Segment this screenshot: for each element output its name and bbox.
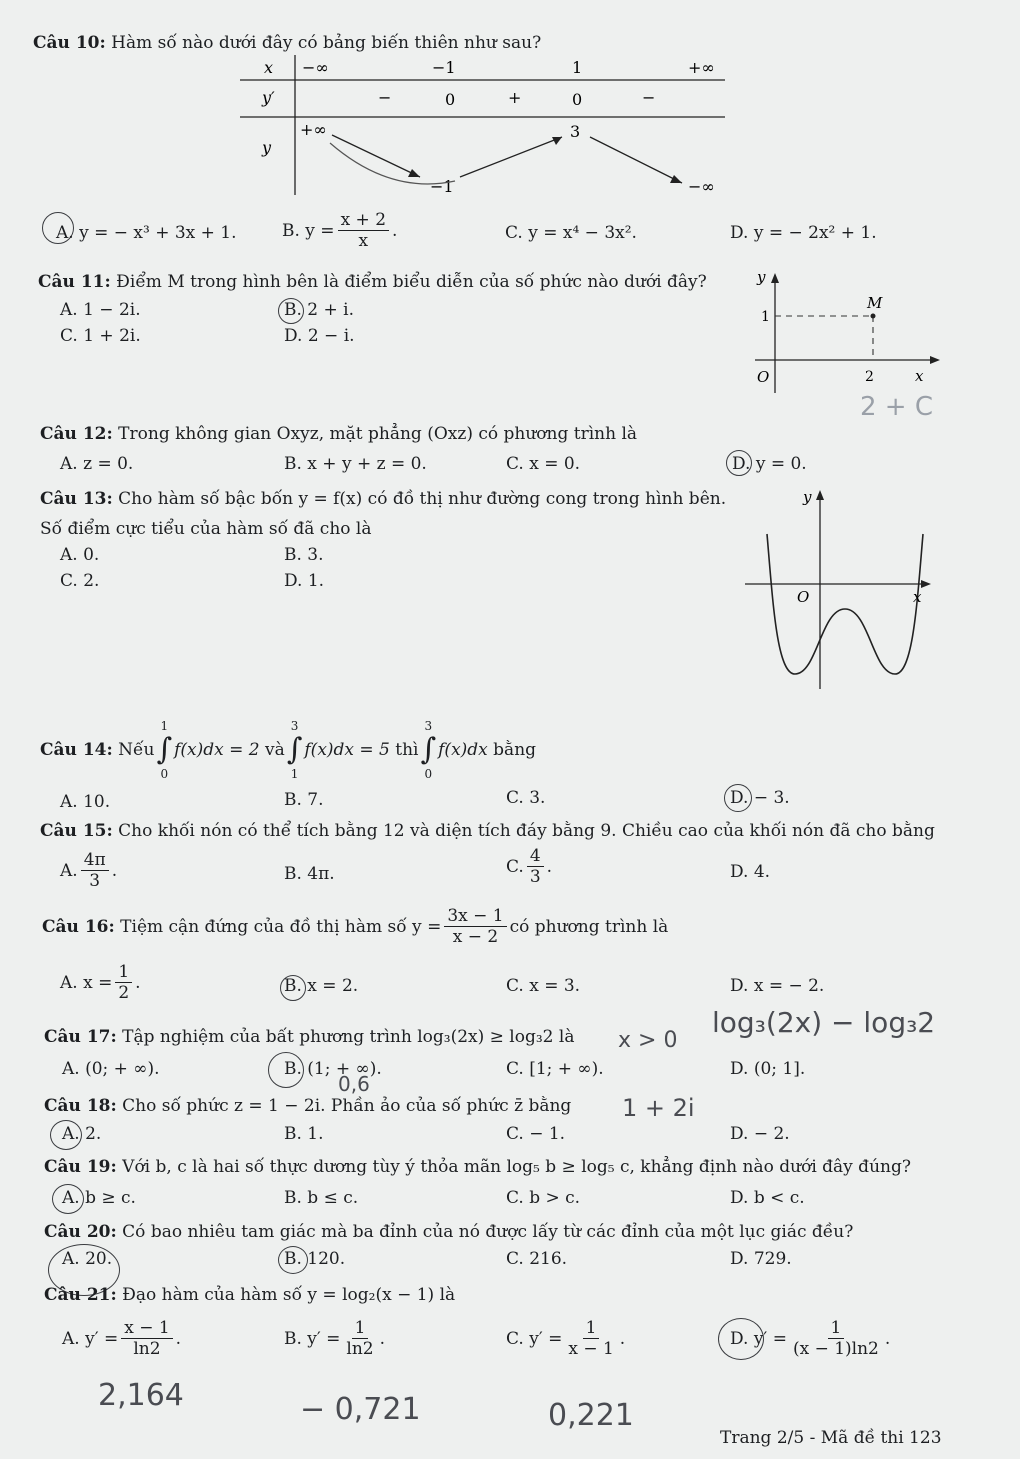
fraction-numerator: x + 2 [338, 210, 389, 231]
option-d[interactable]: D. y′ = $\frac{1}{(x - 1)\ln 2}$ . [730, 1318, 891, 1359]
option-b[interactable]: B. x + y + z = 0. [284, 454, 427, 474]
question-text: có phương trình là [509, 916, 669, 937]
question-15 [40, 821, 935, 841]
question-10 [33, 33, 541, 53]
option-c[interactable]: C. $\frac{4}{3}$ . [506, 846, 553, 887]
question-13-line2: Số điểm cực tiểu của hàm số đã cho là [40, 519, 372, 539]
tick-label: 1 [761, 309, 770, 325]
question-18 [44, 1096, 571, 1116]
table-yp-val: − [642, 88, 656, 107]
question-number: Câu 17: [44, 1027, 117, 1047]
option-b[interactable]: B. 120. [284, 1249, 346, 1269]
question-20 [44, 1222, 853, 1242]
option-label: A. [60, 860, 78, 881]
text-part: thì [395, 740, 419, 760]
fraction-denominator: (x − 1)ln2 [792, 1339, 879, 1359]
question-text: Cho hàm số bậc bốn y = f(x) có đồ thị như đường cong trong hình bên. [118, 489, 727, 509]
variation-table [240, 55, 740, 195]
option-a[interactable]: A. x = $\frac{1}{2}$ . [60, 962, 141, 1003]
table-y-label: y [262, 138, 272, 157]
option-a[interactable]: A. y′ = $\frac{x - 1}{\ln 2}$ . [62, 1318, 182, 1359]
option-b[interactable]: B. 4π. [284, 864, 335, 884]
option-b-label: B. y = [282, 220, 335, 241]
text-part: và [265, 740, 285, 760]
option-d[interactable]: D. y = − 2x² + 1. [730, 223, 877, 243]
quartic-graph [745, 484, 955, 694]
question-number: Câu 15: [40, 821, 113, 841]
integral-expr: f(x)dx = 2 [174, 740, 260, 760]
option-c[interactable]: C. 3. [506, 788, 546, 808]
option-b[interactable]: B. 2 + i. [284, 300, 355, 320]
option-a[interactable]: A. 20. [62, 1249, 113, 1269]
option-a[interactable]: A. b ≥ c. [62, 1188, 136, 1208]
option-b[interactable]: B. (1; + ∞). [284, 1059, 382, 1079]
option-a[interactable]: A. 2. [62, 1124, 102, 1144]
table-y-val: −1 [430, 177, 454, 195]
handwritten-note: 0,221 [548, 1398, 634, 1433]
axis-y-label: y [757, 268, 766, 286]
tick-label: 2 [865, 369, 874, 385]
option-c[interactable]: C. x = 3. [506, 976, 581, 996]
axis-x-label: x [915, 367, 924, 385]
question-number: Câu 21: [44, 1285, 117, 1305]
fraction-denominator: x [358, 231, 369, 251]
integral-sign: 3 ∫ 1 [286, 719, 303, 781]
option-c[interactable]: C. 216. [506, 1249, 568, 1269]
table-yp-val: − [378, 88, 392, 107]
question-21 [44, 1285, 455, 1305]
option-a[interactable]: A. $\frac{4\pi}{3}$ . [60, 850, 118, 891]
table-y-val: +∞ [300, 120, 327, 139]
option-c[interactable]: C. y = x⁴ − 3x². [505, 223, 637, 243]
fraction-denominator: 3 [89, 871, 101, 891]
option-a[interactable]: A. 1 − 2i. [60, 300, 141, 320]
question-text: Trong không gian Oxyz, mặt phẳng (Oxz) có phương trình là [118, 424, 638, 444]
option-b[interactable]: B. 7. [284, 790, 324, 810]
option-c[interactable]: C. 1 + 2i. [60, 326, 141, 346]
question-16 [42, 906, 668, 947]
fraction-numerator: 1 [352, 1318, 369, 1339]
question-text: Đạo hàm của hàm số y = log₂(x − 1) là [122, 1285, 456, 1305]
table-x-label: x [264, 58, 274, 77]
option-label: A. x = [60, 972, 113, 993]
option-a[interactable]: A. y = − x³ + 3x + 1. [56, 223, 237, 243]
option-b[interactable]: B. y = $\frac{x + 2}{x}$ . [282, 210, 398, 251]
handwritten-note: 0,6 [338, 1072, 370, 1096]
question-text: Cho khối nón có thể tích bằng 12 và diện tích đáy bằng 9. Chiều cao của khối nón đã cho bằng [118, 821, 935, 841]
option-c[interactable]: C. 2. [60, 571, 100, 591]
option-b[interactable]: B. 3. [284, 545, 324, 565]
option-d[interactable]: D. 729. [730, 1249, 792, 1269]
table-x-val: −∞ [302, 58, 329, 77]
handwritten-note: 2,164 [98, 1378, 184, 1413]
option-label: C. y′ = [506, 1328, 563, 1349]
point-m-label: M [867, 294, 883, 312]
table-yp-val: 0 [445, 90, 456, 109]
origin-label: O [757, 368, 770, 386]
option-d[interactable]: D. − 3. [730, 788, 790, 808]
fraction-numerator: 1 [583, 1318, 600, 1339]
option-c[interactable]: C. y′ = $\frac{1}{x - 1}$ . [506, 1318, 626, 1359]
question-13 [40, 489, 726, 509]
fraction-numerator: x − 1 [121, 1318, 172, 1339]
table-y-val: −∞ [688, 177, 715, 195]
option-c[interactable]: C. x = 0. [506, 454, 581, 474]
handwritten-note: log₃(2x) − log₃2 [712, 1006, 936, 1039]
option-d[interactable]: D. 2 − i. [284, 326, 355, 346]
table-yp-val: + [508, 88, 522, 107]
lower-limit: 1 [290, 767, 299, 781]
question-number: Câu 20: [44, 1222, 117, 1242]
fraction-numerator: 3x − 1 [444, 906, 506, 927]
handwritten-note: x > 0 [618, 1028, 678, 1053]
question-text: Điểm M trong hình bên là điểm biểu diễn của số phức nào dưới đây? [116, 272, 707, 292]
option-c[interactable]: C. [1; + ∞). [506, 1059, 604, 1079]
question-11 [38, 272, 707, 292]
option-a[interactable]: A. z = 0. [60, 454, 134, 474]
fraction-denominator: x − 1 [568, 1339, 614, 1359]
axis-y-label: y [803, 488, 812, 506]
question-text: Hàm số nào dưới đây có bảng biến thiên như sau? [111, 33, 542, 53]
option-c[interactable]: C. b > c. [506, 1188, 581, 1208]
handwritten-note: − 0,721 [300, 1392, 421, 1427]
table-x-val: 1 [572, 58, 583, 77]
option-a[interactable]: A. 0. [60, 545, 100, 565]
fraction-denominator: ln2 [133, 1339, 161, 1359]
table-x-val: +∞ [688, 58, 715, 77]
option-d[interactable]: D. (0; 1]. [730, 1059, 806, 1079]
option-d[interactable]: D. − 2. [730, 1124, 790, 1144]
question-17 [44, 1027, 574, 1047]
option-a[interactable]: A. (0; + ∞). [62, 1059, 160, 1079]
question-number: Câu 19: [44, 1157, 117, 1177]
option-d[interactable]: D. x = − 2. [730, 976, 825, 996]
question-text: Tiệm cận đứng của đồ thị hàm số y = [120, 916, 442, 937]
upper-limit: 3 [424, 719, 433, 733]
fraction-denominator: 3 [529, 867, 541, 887]
question-text: Với b, c là hai số thực dương tùy ý thỏa mãn log₅ b ≥ log₅ c, khẳng định nào dưới đây đúng? [122, 1157, 911, 1177]
option-d[interactable]: D. b < c. [730, 1188, 805, 1208]
origin-label: O [797, 588, 810, 606]
option-b[interactable]: B. y′ = $\frac{1}{\ln 2}$ . [284, 1318, 386, 1359]
question-number: Câu 18: [44, 1096, 117, 1116]
integral-sign: 3 ∫ 0 [420, 719, 437, 781]
option-label: D. y′ = [730, 1328, 787, 1349]
option-c[interactable]: C. − 1. [506, 1124, 566, 1144]
fraction-numerator: 4 [527, 846, 544, 867]
handwritten-note: 2 + C [860, 392, 934, 422]
question-number: Câu 12: [40, 424, 113, 444]
option-d[interactable]: D. 4. [730, 862, 771, 882]
axis-x-label: x [913, 588, 922, 606]
fraction-numerator: 4π [81, 850, 109, 871]
question-number: Câu 10: [33, 33, 106, 53]
option-a[interactable]: A. 10. [60, 792, 111, 812]
fraction-denominator: 2 [118, 983, 130, 1003]
handwritten-note: 1 + 2i [622, 1094, 695, 1122]
option-label: A. y′ = [62, 1328, 119, 1349]
option-b[interactable]: B. x = 2. [284, 976, 359, 996]
integral-expr: f(x)dx = 5 [304, 740, 390, 760]
option-d[interactable]: D. 1. [284, 571, 325, 591]
page-footer: Trang 2/5 - Mã đề thi 123 [720, 1428, 942, 1448]
option-d[interactable]: D. y = 0. [732, 454, 807, 474]
integral-expr: f(x)dx [438, 740, 488, 760]
table-x-val: −1 [432, 58, 456, 77]
fraction-numerator: 1 [828, 1318, 845, 1339]
question-text: Cho số phức z = 1 − 2i. Phần ảo của số phức z̄ bằng [122, 1096, 572, 1116]
question-number: Câu 11: [38, 272, 111, 292]
lower-limit: 0 [424, 767, 433, 781]
integral-sign: 1 ∫ 0 [156, 719, 173, 781]
question-number: Câu 16: [42, 916, 115, 937]
option-label: B. y′ = [284, 1328, 341, 1349]
fraction-denominator: ln2 [346, 1339, 374, 1359]
complex-plane-graph [745, 268, 945, 398]
text-part: bằng [493, 740, 537, 760]
upper-limit: 3 [290, 719, 299, 733]
upper-limit: 1 [160, 719, 169, 733]
fraction-numerator: 1 [115, 962, 132, 983]
question-14 [40, 710, 536, 790]
option-b[interactable]: B. 1. [284, 1124, 324, 1144]
option-b[interactable]: B. b ≤ c. [284, 1188, 359, 1208]
lower-limit: 0 [160, 767, 169, 781]
table-yp-label: y′ [262, 88, 275, 107]
question-number: Câu 13: [40, 489, 113, 509]
fraction-denominator: x − 2 [452, 927, 499, 947]
text-part: Nếu [118, 740, 155, 760]
question-number: Câu 14: [40, 740, 113, 760]
table-y-val: 3 [570, 122, 581, 141]
question-text: Tập nghiệm của bất phương trình log₃(2x) ≥ log₃2 là [122, 1027, 575, 1047]
question-19 [44, 1157, 911, 1177]
table-yp-val: 0 [572, 90, 583, 109]
question-12 [40, 424, 637, 444]
option-label: C. [506, 856, 524, 877]
question-text: Có bao nhiêu tam giác mà ba đỉnh của nó được lấy từ các đỉnh của một lục giác đều? [122, 1222, 854, 1242]
